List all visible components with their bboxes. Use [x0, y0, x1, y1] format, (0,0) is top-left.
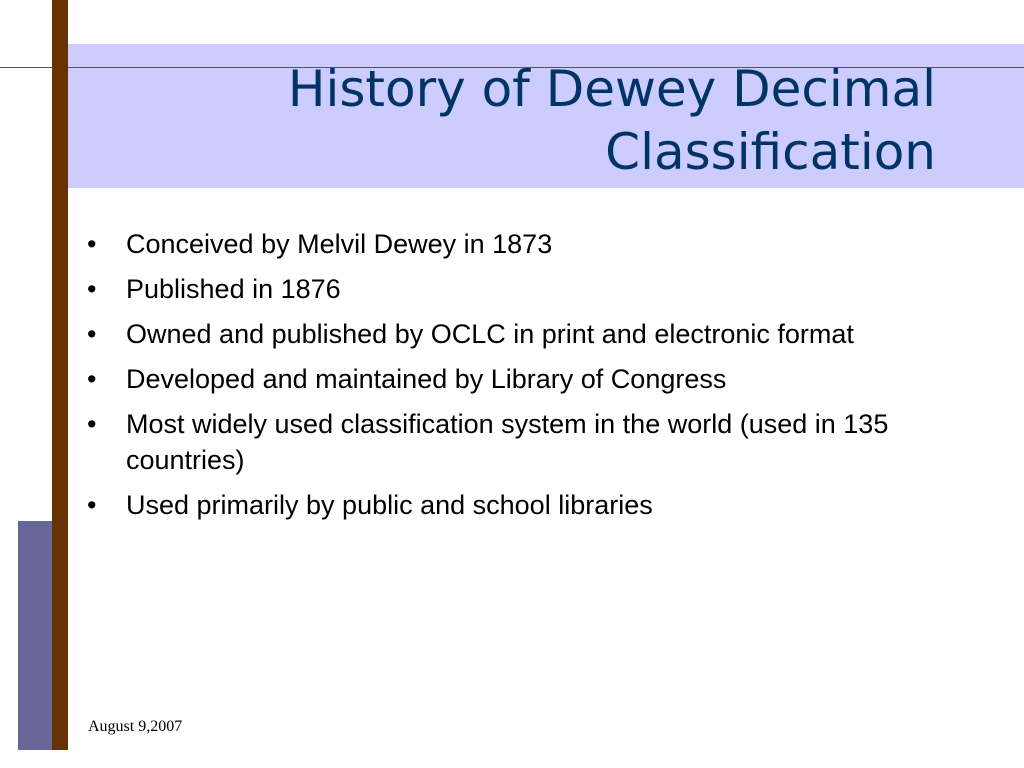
bullet-list — [84, 226, 944, 532]
bullet-dot-icon: • — [87, 319, 97, 349]
bullet-text: Owned and published by OCLC in print and electronic format — [126, 319, 854, 349]
bullet-item — [84, 406, 944, 478]
bullet-text: Most widely used classification system in the world (used in 135 countries) — [126, 409, 889, 475]
bullet-dot-icon: • — [87, 364, 97, 394]
bullet-item — [84, 316, 944, 352]
bullet-dot-icon: • — [87, 229, 97, 259]
bullet-dot-icon: • — [87, 490, 97, 520]
bullet-dot-icon: • — [87, 274, 97, 304]
title-line-2: Classification — [605, 123, 936, 181]
bullet-item — [84, 487, 944, 523]
bullet-text: Developed and maintained by Library of Congress — [126, 364, 727, 394]
title-line-1: History of Dewey Decimal — [287, 60, 936, 118]
bullet-item — [84, 226, 944, 262]
bullet-dot-icon: • — [87, 409, 97, 439]
left-accent-block — [18, 521, 52, 750]
bullet-text: Used primarily by public and school libraries — [126, 490, 653, 520]
bullet-item — [84, 361, 944, 397]
slide-title — [100, 58, 936, 184]
bullet-text: Conceived by Melvil Dewey in 1873 — [126, 229, 553, 259]
left-accent-bar — [52, 0, 68, 750]
bullet-item — [84, 271, 944, 307]
footer-date: August 9,2007 — [88, 718, 183, 735]
bullet-text: Published in 1876 — [126, 274, 341, 304]
